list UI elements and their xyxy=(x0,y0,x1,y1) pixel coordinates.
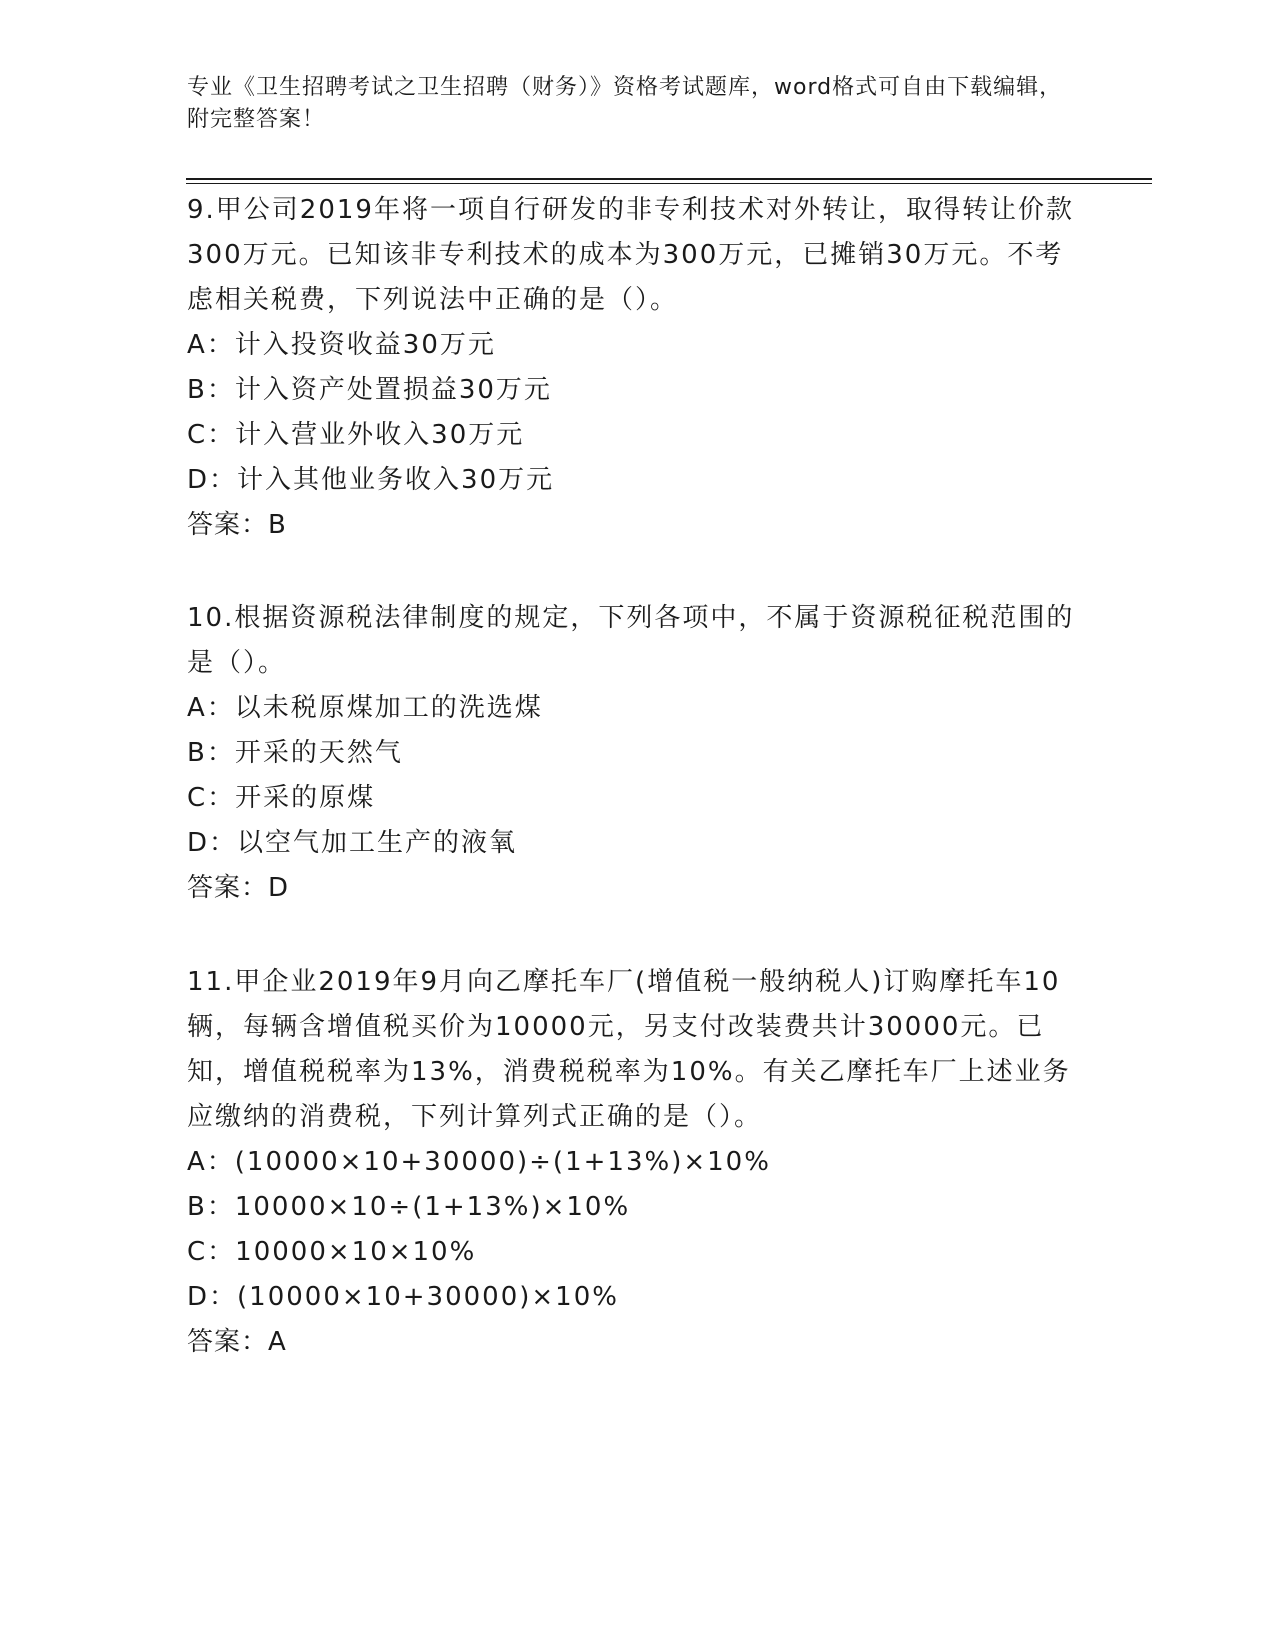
header-divider-thin xyxy=(186,183,1152,184)
option-c: C：计入营业外收入30万元 xyxy=(187,420,525,450)
question-stem: 10.根据资源税法律制度的规定，下列各项中，不属于资源税征税范围的是（）。 xyxy=(187,603,1075,678)
question-stem: 11.甲企业2019年9月向乙摩托车厂(增值税一般纳税人)订购摩托车10辆，每辆含增值税买价为10000元，另支付改装费共计30000元。已知，增值税税率为13%，消费税税率为10%。有关乙摩托车厂上述业务应缴纳的消费税，下列计算列式正确的是（）。 xyxy=(187,967,1071,1132)
header-divider-thick xyxy=(186,178,1152,180)
document-intro: 专业《卫生招聘考试之卫生招聘（财务）》资格考试题库，word格式可自由下载编辑，附完整答案！ xyxy=(187,75,1063,132)
option-b: B：10000×10÷(1+13%)×10% xyxy=(187,1192,631,1222)
answer-line: 答案：A xyxy=(187,1327,287,1357)
answer-line: 答案：D xyxy=(187,873,290,903)
option-a: A：计入投资收益30万元 xyxy=(187,330,496,360)
option-b: B：开采的天然气 xyxy=(187,738,403,768)
option-d: D：(10000×10+30000)×10% xyxy=(187,1282,619,1312)
answer-line: 答案：B xyxy=(187,510,287,540)
option-a: A：以未税原煤加工的洗选煤 xyxy=(187,693,543,723)
question-stem: 9.甲公司2019年将一项自行研发的非专利技术对外转让，取得转让价款300万元。已知该非专利技术的成本为300万元，已摊销30万元。不考虑相关税费，下列说法中正确的是（）。 xyxy=(187,195,1074,315)
option-c: C：10000×10×10% xyxy=(187,1237,477,1267)
question-10 xyxy=(187,596,1087,911)
question-9 xyxy=(187,188,1087,548)
option-d: D：以空气加工生产的液氧 xyxy=(187,828,518,858)
option-d: D：计入其他业务收入30万元 xyxy=(187,465,555,495)
option-c: C：开采的原煤 xyxy=(187,783,376,813)
option-a: A：(10000×10+30000)÷(1+13%)×10% xyxy=(187,1147,771,1177)
option-b: B：计入资产处置损益30万元 xyxy=(187,375,552,405)
question-11 xyxy=(187,960,1087,1365)
